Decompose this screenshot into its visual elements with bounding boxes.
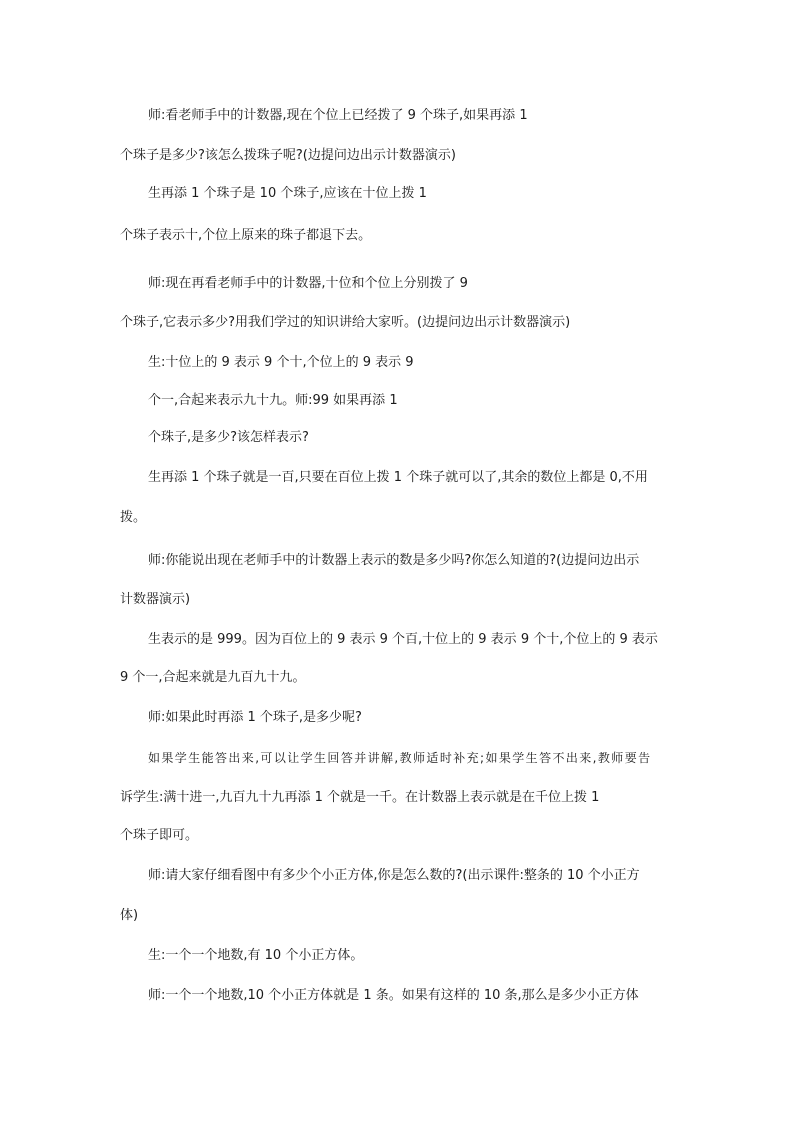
text-line: 生表示的是 999。因为百位上的 9 表示 9 个百,十位上的 9 表示 9 个十,个位上的 9 表示 xyxy=(148,632,658,647)
text-line: 9 个一,合起来就是九百九十九。 xyxy=(120,670,306,685)
text-line: 师:一个一个地数,10 个小正方体就是 1 条。如果有这样的 10 条,那么是多少小正方体 xyxy=(148,988,639,1003)
text-line: 个珠子,是多少?该怎样表示? xyxy=(148,430,309,445)
text-line: 如果学生能答出来,可以让学生回答并讲解,教师适时补充;如果学生答不出来,教师要告 xyxy=(148,751,652,765)
text-line: 计数器演示) xyxy=(120,592,191,607)
text-line: 个珠子即可。 xyxy=(120,828,199,843)
text-line: 师:如果此时再添 1 个珠子,是多少呢? xyxy=(148,710,362,725)
text-line: 拨。 xyxy=(120,510,147,525)
text-line: 生:十位上的 9 表示 9 个十,个位上的 9 表示 9 xyxy=(148,355,414,370)
text-line: 个珠子是多少?该怎么拨珠子呢?(边提问边出示计数器演示) xyxy=(120,148,456,163)
text-line: 生:一个一个地数,有 10 个小正方体。 xyxy=(148,948,364,963)
text-line: 师:看老师手中的计数器,现在个位上已经拨了 9 个珠子,如果再添 1 xyxy=(148,108,528,123)
text-line: 师:你能说出现在老师手中的计数器上表示的数是多少吗?你怎么知道的?(边提问边出示 xyxy=(148,553,640,568)
text-line: 师:请大家仔细看图中有多少个小正方体,你是怎么数的?(出示课件:整条的 10 个小正方 xyxy=(148,868,640,883)
text-line: 体) xyxy=(120,908,139,923)
text-line: 个一,合起来表示九十九。师:99 如果再添 1 xyxy=(148,393,398,408)
text-line: 生再添 1 个珠子就是一百,只要在百位上拨 1 个珠子就可以了,其余的数位上都是 0,不用 xyxy=(148,470,648,485)
text-line: 诉学生:满十进一,九百九十九再添 1 个就是一千。在计数器上表示就是在千位上拨 1 xyxy=(120,790,600,805)
text-line: 师:现在再看老师手中的计数器,十位和个位上分别拨了 9 xyxy=(148,276,468,291)
text-line: 生再添 1 个珠子是 10 个珠子,应该在十位上拨 1 xyxy=(148,186,427,201)
text-line: 个珠子,它表示多少?用我们学过的知识讲给大家听。(边提问边出示计数器演示) xyxy=(120,315,571,330)
text-line: 个珠子表示十,个位上原来的珠子都退下去。 xyxy=(120,228,372,243)
